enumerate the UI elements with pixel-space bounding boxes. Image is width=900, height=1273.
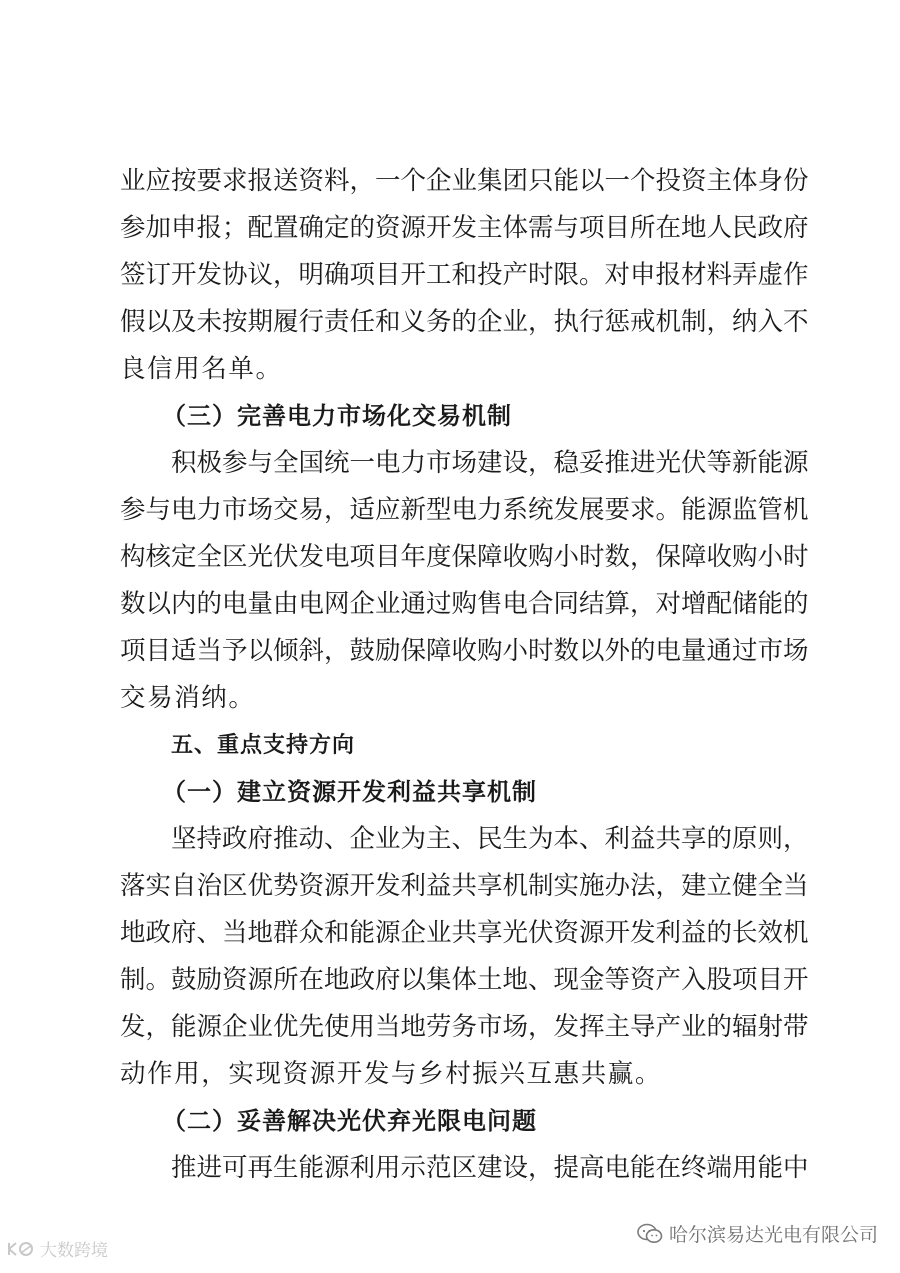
subsection-heading: （二）妥善解决光伏弃光限电问题 bbox=[162, 1107, 537, 1135]
paragraph-line: 交易消纳。 bbox=[120, 683, 256, 713]
paragraph-first-line: 积极参与全国统一电力市场建设，稳妥推进光伏等新能源 bbox=[171, 448, 809, 478]
paragraph-line: 参加申报；配置确定的资源开发主体需与项目所在地人民政府 bbox=[120, 213, 809, 243]
source-watermark bbox=[6, 1236, 108, 1261]
paragraph-first-line: 推进可再生能源利用示范区建设，提高电能在终端用能中 bbox=[171, 1153, 809, 1183]
paragraph-line: 制。鼓励资源所在地政府以集体土地、现金等资产入股项目开 bbox=[120, 965, 809, 995]
paragraph-line: 假以及未按期履行责任和义务的企业，执行惩戒机制，纳入不 bbox=[120, 307, 809, 337]
paragraph-line: 落实自治区优势资源开发利益共享机制实施办法，建立健全当 bbox=[120, 871, 809, 901]
paragraph-line: 地政府、当地群众和能源企业共享光伏资源开发利益的长效机 bbox=[120, 918, 809, 948]
paragraph-line: 业应按要求报送资料，一个企业集团只能以一个投资主体身份 bbox=[120, 166, 809, 196]
document-body bbox=[120, 158, 809, 1192]
wechat-watermark bbox=[637, 1220, 878, 1247]
paragraph-line: 数以内的电量由电网企业通过购售电合同结算，对增配储能的 bbox=[120, 589, 809, 619]
section-heading: 五、重点支持方向 bbox=[171, 733, 356, 758]
paragraph-line: 良信用名单。 bbox=[120, 354, 283, 384]
subsection-heading: （一）建立资源开发利益共享机制 bbox=[162, 778, 537, 806]
wechat-icon bbox=[637, 1223, 663, 1245]
paragraph-line: 动作用，实现资源开发与乡村振兴互惠共赢。 bbox=[120, 1059, 663, 1089]
wechat-watermark-text: 哈尔滨易达光电有限公司 bbox=[668, 1224, 878, 1246]
paragraph-line: 参与电力市场交易，适应新型电力系统发展要求。能源监管机 bbox=[120, 495, 809, 525]
paragraph-line: 发，能源企业优先使用当地劳务市场，发挥主导产业的辐射带 bbox=[120, 1012, 809, 1042]
document-page bbox=[120, 158, 809, 1192]
paragraph-first-line: 坚持政府推动、企业为主、民生为本、利益共享的原则， bbox=[171, 824, 809, 854]
paragraph-line: 构核定全区光伏发电项目年度保障收购小时数，保障收购小时 bbox=[120, 542, 809, 572]
paragraph-line: 项目适当予以倾斜，鼓励保障收购小时数以外的电量通过市场 bbox=[120, 636, 809, 666]
source-watermark-text: 大数跨境 bbox=[40, 1241, 108, 1261]
paragraph-line: 签订开发协议，明确项目开工和投产时限。对申报材料弄虚作 bbox=[120, 260, 809, 290]
brand-logo-icon bbox=[6, 1239, 36, 1259]
subsection-heading: （三）完善电力市场化交易机制 bbox=[162, 402, 512, 430]
